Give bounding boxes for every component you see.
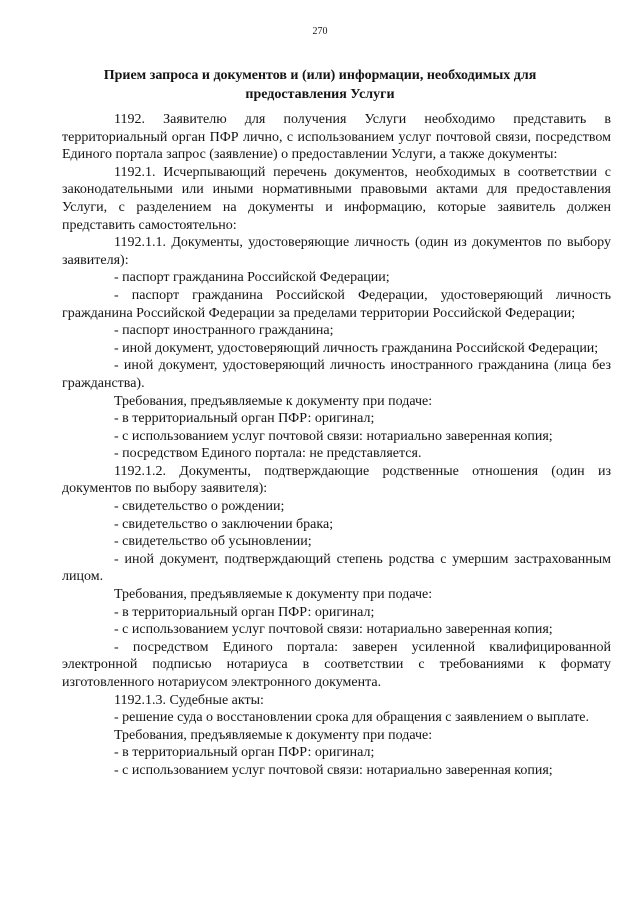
document-body bbox=[62, 111, 611, 780]
paragraph: - паспорт гражданина Российской Федерации; bbox=[114, 270, 390, 286]
paragraph: - решение суда о восстановлении срока для обращения с заявлением о выплате. bbox=[114, 710, 590, 726]
paragraph: - свидетельство о рождении; bbox=[114, 499, 285, 515]
paragraph: 1192.1.3. Судебные акты: bbox=[114, 692, 264, 708]
paragraph: 1192.1. Исчерпывающий перечень документов, необходимых в соответствии с законодательными или иными нормативными правовыми актами для предоставления Услуги, с разделением на документы и информацию, которые заявитель должен представить самостоятельно: bbox=[62, 164, 611, 233]
paragraph: - иной документ, удостоверяющий личность гражданина Российской Федерации; bbox=[114, 340, 599, 356]
paragraph: - с использованием услуг почтовой связи: нотариально заверенная копия; bbox=[114, 428, 553, 444]
section-title-line-2: предоставления Услуги bbox=[245, 87, 395, 102]
paragraph: - паспорт гражданина Российской Федерации, удостоверяющий личность гражданина Российской Федерации за пределами территории Российской Федерации; bbox=[62, 287, 611, 321]
paragraph: - в территориальный орган ПФР: оригинал; bbox=[114, 411, 375, 427]
paragraph: Требования, предъявляемые к документу при подаче: bbox=[114, 393, 433, 409]
section-title-line-1: Прием запроса и документов и (или) информации, необходимых для bbox=[103, 68, 537, 83]
page-number: 270 bbox=[312, 26, 328, 37]
paragraph: 1192.1.1. Документы, удостоверяющие личность (один из документов по выбору заявителя): bbox=[62, 235, 611, 268]
section-title bbox=[60, 66, 580, 104]
paragraph: - в территориальный орган ПФР: оригинал; bbox=[114, 745, 375, 761]
paragraph: - свидетельство о заключении брака; bbox=[114, 516, 334, 532]
paragraph: - посредством Единого портала: заверен усиленной квалифицированной электронной подписью нотариуса в соответствии с требованиями к формату изготовленного нотариусом электронного документа. bbox=[62, 639, 611, 690]
paragraph: - свидетельство об усыновлении; bbox=[114, 534, 312, 550]
paragraph: - иной документ, подтверждающий степень родства с умершим застрахованным лицом. bbox=[62, 551, 611, 585]
paragraph: 1192.1.2. Документы, подтверждающие родственные отношения (один из документов по выбору заявителя): bbox=[62, 463, 611, 497]
paragraph: - паспорт иностранного гражданина; bbox=[114, 323, 334, 339]
paragraph: - посредством Единого портала: не представляется. bbox=[114, 446, 422, 462]
paragraph: - в территориальный орган ПФР: оригинал; bbox=[114, 604, 375, 620]
paragraph: Требования, предъявляемые к документу при подаче: bbox=[114, 727, 433, 743]
paragraph: 1192. Заявителю для получения Услуги необходимо представить в территориальный орган ПФР лично, с использованием услуг почтовой связи, посредством Единого портала запрос (заявление) о предоставлении Услуги, а также документы: bbox=[62, 112, 611, 163]
paragraph: - с использованием услуг почтовой связи: нотариально заверенная копия; bbox=[114, 622, 553, 638]
paragraph: Требования, предъявляемые к документу при подаче: bbox=[114, 587, 433, 603]
paragraph: - иной документ, удостоверяющий личность иностранного гражданина (лица без гражданства). bbox=[62, 358, 611, 391]
paragraph: - с использованием услуг почтовой связи: нотариально заверенная копия; bbox=[114, 762, 553, 778]
